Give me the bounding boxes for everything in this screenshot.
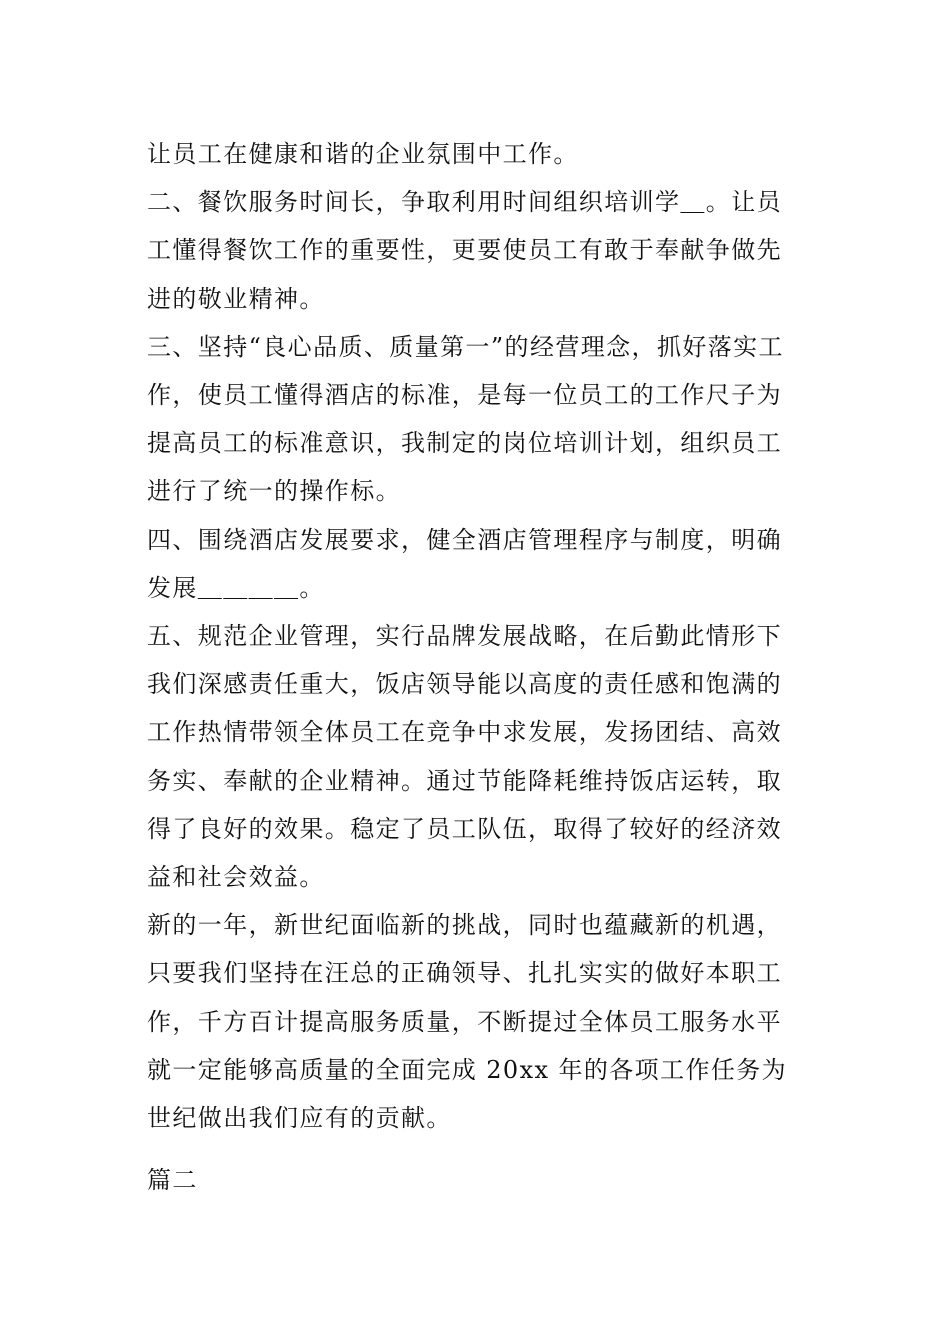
- paragraph-new-year: 新的一年，新世纪面临新的挑战，同时也蕴藏新的机遇，只要我们坚持在汪总的正确领导、扎扎实实的做好本职工作，千方百计提高服务质量，不断提过全体员工服务水平就一定能够高质量的全面完成 20xx 年的各项工作任务为世纪做出我们应有的贡献。: [147, 911, 788, 1133]
- paragraph-point-five: 五、规范企业管理，实行品牌发展战略，在后勤此情形下我们深感责任重大，饭店领导能以高度的责任感和饱满的工作热情带领全体员工在竞争中求发展，发扬团结、高效务实、奉献的企业精神。通过节能降耗维持饭店运转，取得了良好的效果。稳定了员工队伍，取得了较好的经济效益和社会效益。: [147, 622, 782, 892]
- section-heading: 篇二: [147, 1166, 198, 1195]
- paragraph-point-two: 二、餐饮服务时间长，争取利用时间组织培训学＿。让员工懂得餐饮工作的重要性，更要使员工有敢于奉献争做先进的敬业精神。: [147, 188, 782, 313]
- paragraph-intro: 让员工在健康和谐的企业氛围中工作。: [147, 140, 579, 168]
- paragraph-point-four: 四、围绕酒店发展要求，健全酒店管理程序与制度，明确发展＿＿＿＿。: [147, 525, 782, 602]
- document-body: [147, 130, 807, 1204]
- paragraph-point-three: 三、坚持“良心品质、质量第一”的经营理念，抓好落实工作，使员工懂得酒店的标准，是每一位员工的工作尺子为提高员工的标准意识，我制定的岗位培训计划，组织员工进行了统一的操作标。: [147, 332, 784, 506]
